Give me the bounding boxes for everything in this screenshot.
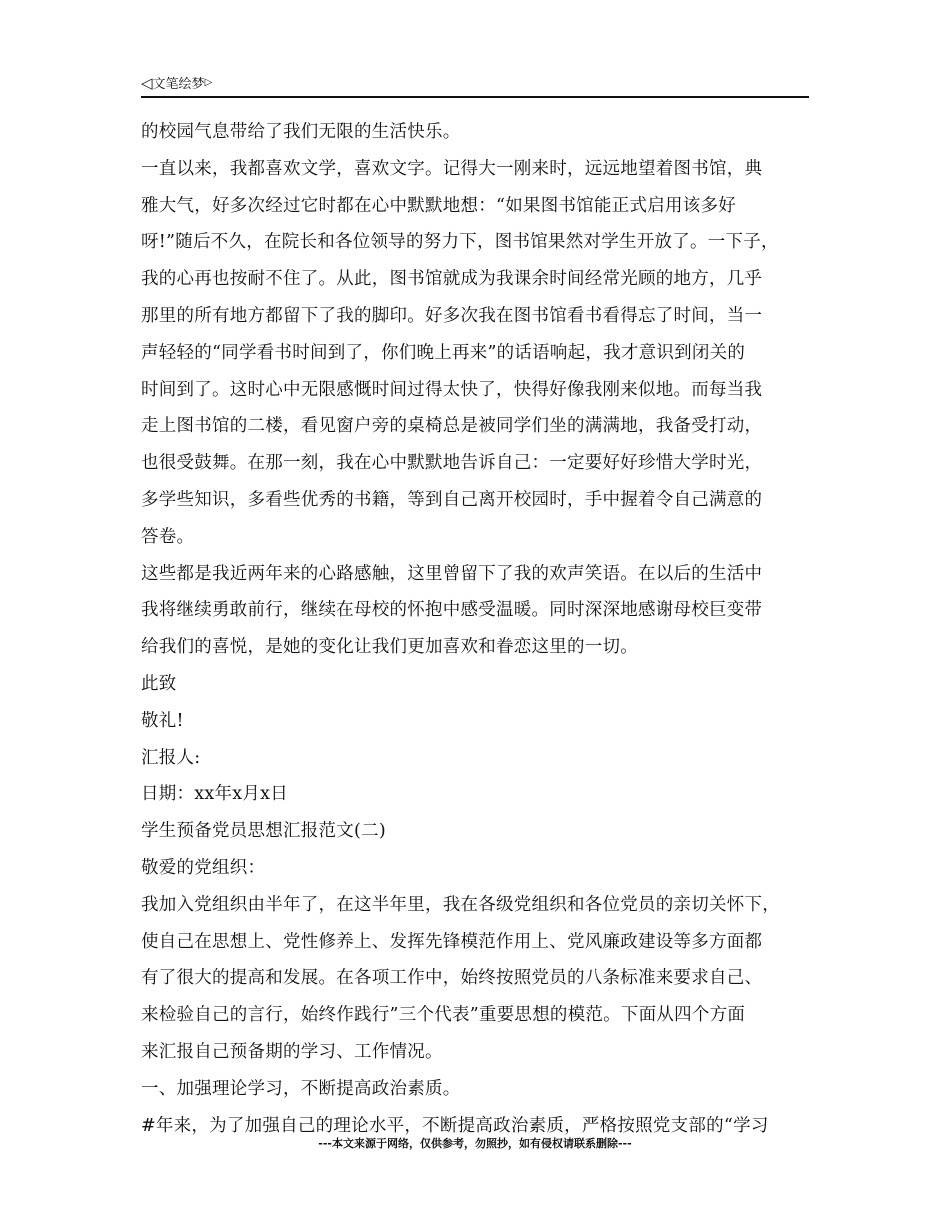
text-line: 的校园气息带给了我们无限的生活快乐。 xyxy=(141,122,461,142)
brand-name: 文笔绘梦 xyxy=(152,77,205,92)
text-line: 雅大气，好多次经过它时都在心中默默地想：“如果图书馆能正式启用该多好 xyxy=(141,195,736,216)
text-line: 这些都是我近两年来的心路感触，这里曾留下了我的欢声笑语。在以后的生活中 xyxy=(141,563,763,584)
text-line: 我将继续勇敢前行，继续在母校的怀抱中感受温暖。同时深深地感谢母校巨变带 xyxy=(141,600,763,621)
text-line: 我的心再也按耐不住了。从此，图书馆就成为我课余时间经常光顾的地方，几乎 xyxy=(141,269,763,290)
text-line: 有了很大的提高和发展。在各项工作中，始终按照党员的八条标准来要求自己、 xyxy=(141,968,763,989)
text-line: 来汇报自己预备期的学习、工作情况。 xyxy=(141,1041,443,1062)
reporter-label: 汇报人: xyxy=(141,747,201,768)
text-line: 使自己在思想上、党性修养上、发挥先锋模范作用上、党风廉政建设等多方面都 xyxy=(141,931,763,952)
subsection-heading: 一、加强理论学习，不断提高政治素质。 xyxy=(141,1078,461,1099)
text-line: 走上图书馆的二楼，看见窗户旁的桌椅总是被同学们坐的满满地，我备受打动， xyxy=(141,416,763,437)
text-line: 那里的所有地方都留下了我的脚印。好多次我在图书馆看书看得忘了时间，当一 xyxy=(141,305,763,326)
right-triangle-icon: ▷ xyxy=(204,77,213,88)
text-line: 来检验自己的言行，始终作践行”三个代表”重要思想的模范。下面从四个方面 xyxy=(141,1005,746,1026)
closing-salutation: 此致 xyxy=(141,673,177,694)
text-line: 多学些知识，多看些优秀的书籍，等到自己离开校园时，手中握着令自己满意的 xyxy=(141,489,763,510)
footer-disclaimer: ---本文来源于网络，仅供参考，勿照抄，如有侵权请联系删除--- xyxy=(318,1137,632,1150)
greeting-line: 敬爱的党组织： xyxy=(141,857,266,878)
text-line: 时间到了。这时心中无限感慨时间过得太快了，快得好像我刚来似地。而每当我 xyxy=(141,379,763,400)
text-line: 呀!”随后不久，在院长和各位领导的努力下，图书馆果然对学生开放了。一下子， xyxy=(141,232,779,253)
text-line: 一直以来，我都喜欢文学，喜欢文字。记得大一刚来时，远远地望着图书馆，典 xyxy=(141,158,763,179)
text-line: #年来，为了加强自己的理论水平，不断提高政治素质，严格按照党支部的“学习 xyxy=(141,1115,769,1136)
text-line: 声轻轻的“同学看书时间到了，你们晚上再来”的话语响起，我才意识到闭关的 xyxy=(141,342,746,363)
text-line: 给我们的喜悦，是她的变化让我们更加喜欢和眷恋这里的一切。 xyxy=(141,637,638,658)
page-header xyxy=(141,72,809,98)
brand-mark xyxy=(141,74,212,94)
text-line: 也很受鼓舞。在那一刻，我在心中默默地告诉自己：一定要好好珍惜大学时光， xyxy=(141,453,763,474)
document-body xyxy=(141,114,816,1144)
text-line: 答卷。 xyxy=(141,526,195,547)
left-triangle-icon: ◁ xyxy=(141,74,153,92)
date-line: 日期：xx年x月x日 xyxy=(141,784,288,805)
text-line: 我加入党组织由半年了，在这半年里，我在各级党组织和各位党员的亲切关怀下， xyxy=(141,894,780,915)
section-title: 学生预备党员思想汇报范文(二) xyxy=(141,821,386,842)
closing-regards: 敬礼! xyxy=(141,710,184,731)
